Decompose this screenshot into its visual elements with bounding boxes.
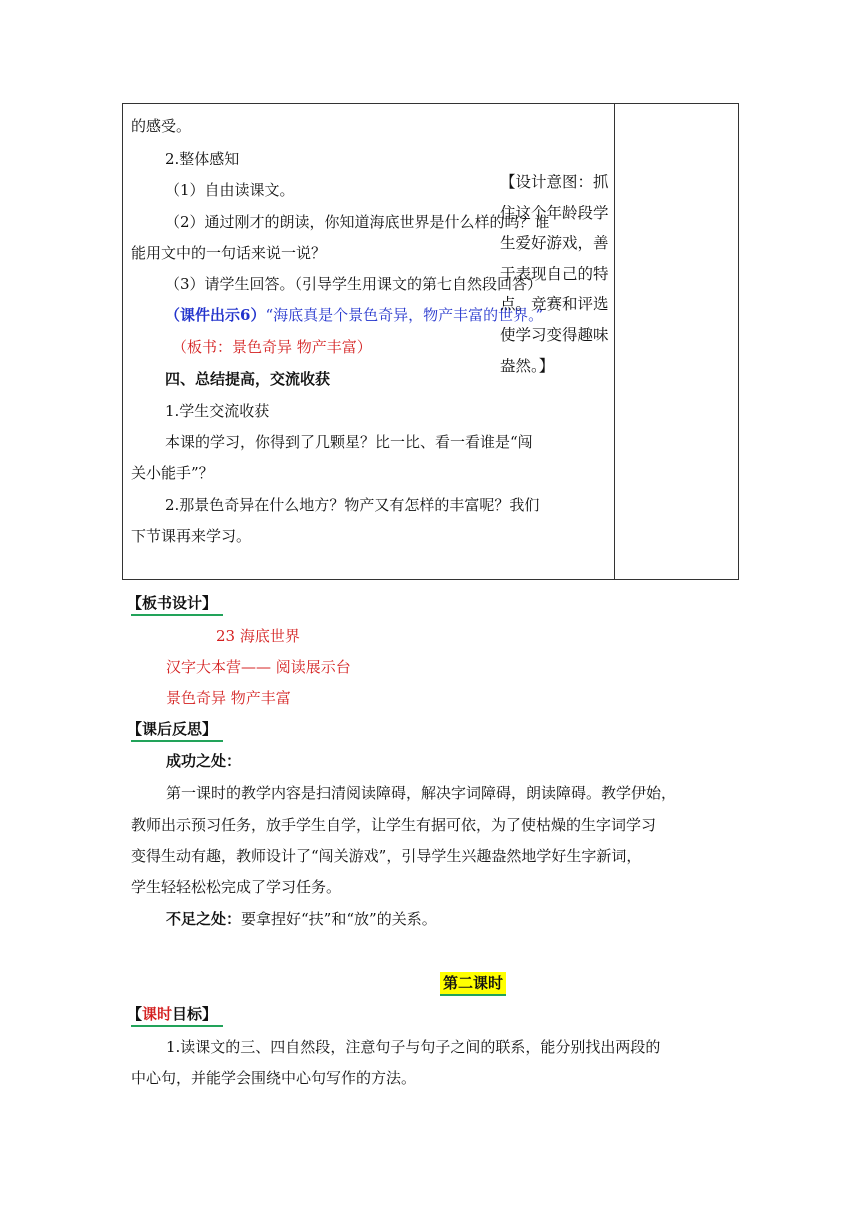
- shortcoming-text: 要拿捏好“扶”和“放”的关系。: [241, 910, 437, 928]
- design-intent-note: 【设计意图：抓住这个年龄段学生爱好游戏，善于表现自己的特点。竞赛和评选使学习变得趣味盎然。】: [500, 173, 609, 375]
- board-line: 景色奇异 物产丰富: [166, 689, 291, 707]
- section-heading: 四、总结提高，交流收获: [165, 370, 331, 388]
- goal-heading-pre: 【: [127, 1005, 143, 1023]
- lesson-two-title: [440, 972, 506, 994]
- board-design-heading: [127, 593, 217, 613]
- reflection-heading-text: 【课后反思】: [127, 720, 218, 738]
- board-line: 汉字大本营—— 阅读展示台: [166, 658, 351, 676]
- goal-heading-post: 目标】: [172, 1005, 218, 1023]
- heading-underline: [131, 1025, 223, 1027]
- table-line: 1.学生交流收获: [165, 402, 270, 420]
- shortcoming-label: 不足之处：: [166, 910, 242, 928]
- lesson-goal-heading: [127, 1004, 217, 1024]
- table-line-board-note: （板书：景色奇异 物产丰富）: [172, 338, 372, 356]
- reflection-heading: [127, 719, 217, 739]
- reflection-line: 教师出示预习任务，放手学生自学，让学生有据可依，为了使枯燥的生字词学习: [131, 816, 657, 834]
- goal-line: 1.读课文的三、四自然段，注意句子与句子之间的联系，能分别找出两段的: [166, 1038, 661, 1056]
- reflection-line: 第一课时的教学内容是扫清阅读障碍，解决字词障碍，朗读障碍。教学伊始，: [166, 784, 677, 802]
- heading-underline: [131, 614, 223, 616]
- heading-underline: [131, 740, 223, 742]
- title-underline: [440, 994, 506, 996]
- table-line: 的感受。: [131, 117, 192, 135]
- courseware-quote: “海底真是个景色奇异，物产丰富的世界。”: [265, 306, 544, 324]
- table-line: （3）请学生回答。（引导学生用课文的第七自然段回答）: [165, 275, 543, 293]
- board-design-heading-text: 【板书设计】: [127, 594, 218, 612]
- table-line: 关小能手”？: [131, 464, 214, 482]
- table-line: 能用文中的一句话来说一说？: [131, 244, 327, 262]
- table-line: 本课的学习，你得到了几颗星？比一比、看一看谁是“闯: [165, 433, 533, 451]
- table-line-courseware: [165, 305, 543, 325]
- table-column-divider: [614, 104, 615, 579]
- reflection-line: 学生轻轻松松完成了学习任务。: [131, 878, 342, 896]
- table-line: （2）通过刚才的朗读，你知道海底世界是什么样的吗？谁: [165, 213, 550, 231]
- lesson-two-title-text: 第二课时: [443, 974, 504, 992]
- table-line: 2.那景色奇异在什么地方？物产又有怎样的丰富呢？我们: [165, 496, 540, 514]
- goal-heading-red: 课时: [142, 1005, 173, 1023]
- table-line: 下节课再来学习。: [131, 527, 252, 545]
- courseware-label: （课件出示6）: [165, 306, 266, 324]
- goal-line: 中心句，并能学会围绕中心句写作的方法。: [131, 1069, 417, 1087]
- shortcoming-line: [166, 909, 437, 929]
- table-line: （1）自由读课文。: [165, 181, 295, 199]
- reflection-line: 变得生动有趣，教师设计了“闯关游戏”，引导学生兴趣盎然地学好生字新词，: [131, 847, 642, 865]
- table-line: 2.整体感知: [165, 150, 240, 168]
- board-line: 23 海底世界: [216, 627, 300, 645]
- success-label: 成功之处：: [166, 752, 242, 770]
